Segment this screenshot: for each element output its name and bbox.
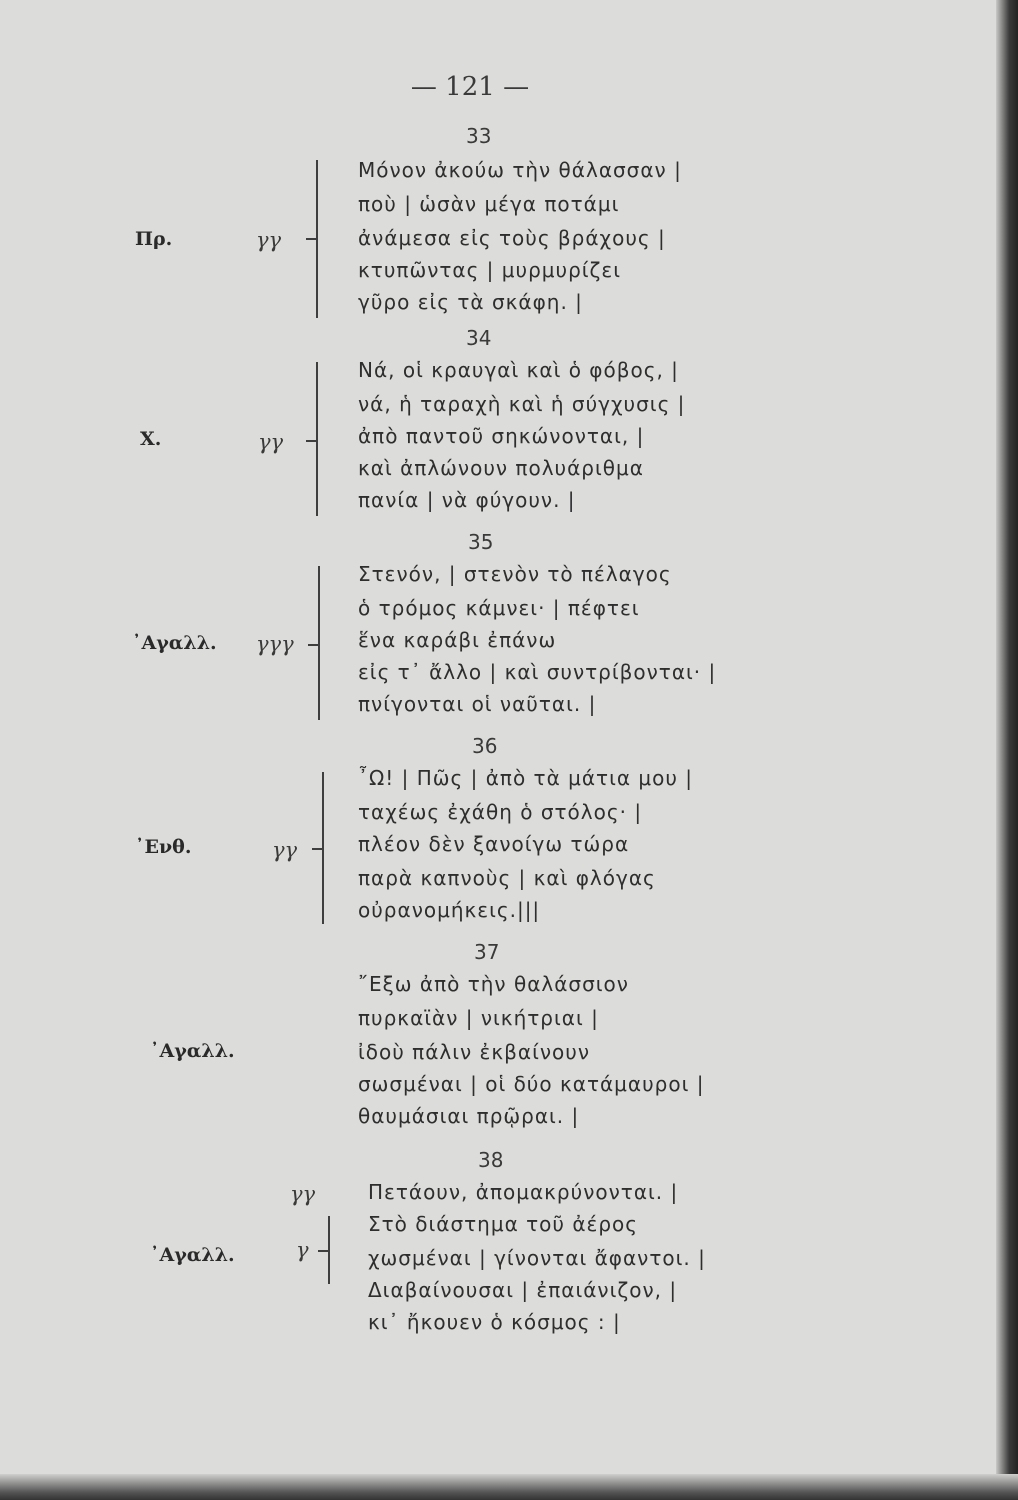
rhythm-mark: γγγ — [256, 632, 294, 656]
verse-line: οὐρανομήκεις.||| — [358, 898, 541, 922]
verse-line: ποὺ | ὡσὰν μέγα ποτάμι — [358, 192, 620, 216]
stanza-number: 35 — [468, 530, 494, 554]
stanza-number: 34 — [466, 326, 492, 350]
verse-line: Νά, οἱ κραυγαὶ καὶ ὁ φόβος, | — [358, 358, 679, 382]
stanza-brace — [318, 566, 320, 720]
page-edge-shadow — [996, 0, 1018, 1500]
speaker-label: ᾿Ενθ. — [135, 836, 192, 858]
brace-point — [312, 848, 322, 850]
speaker-label: Πρ. — [135, 228, 173, 250]
stanza-brace — [316, 160, 318, 318]
verse-line: ταχέως ἐχάθη ὁ στόλος· | — [358, 800, 643, 824]
rhythm-mark: γ — [296, 1238, 309, 1262]
verse-line: πλέον δὲν ξανοίγω τώρα — [358, 832, 630, 856]
verse-line: ἰδοὺ πάλιν ἐκβαίνουν — [358, 1040, 590, 1064]
speaker-label: Χ. — [140, 428, 162, 450]
verse-line: Πετάουν, ἀπομακρύνονται. | — [368, 1180, 679, 1204]
stanza-number: 37 — [474, 940, 500, 964]
verse-line: ῎Εξω ἀπὸ τὴν θαλάσσιον — [358, 972, 629, 996]
stanza-brace — [316, 362, 318, 516]
verse-line: γῦρο εἰς τὰ σκάφη. | — [358, 290, 583, 314]
rhythm-mark: γγ — [258, 430, 284, 454]
speaker-label: ᾿Αγαλλ. — [150, 1244, 235, 1266]
rhythm-mark: γγ — [290, 1182, 316, 1206]
brace-point — [308, 644, 318, 646]
verse-line: Στὸ διάστημα τοῦ ἀέρος — [368, 1212, 638, 1236]
verse-line: εἰς τ᾿ ἄλλο | καὶ συντρίβονται· | — [358, 660, 717, 684]
verse-line: κι᾿ ἤκουεν ὁ κόσμος : | — [368, 1310, 621, 1334]
brace-point — [306, 440, 316, 442]
verse-line: Διαβαίνουσαι | ἐπαιάνιζον, | — [368, 1278, 678, 1302]
verse-line: κτυπῶντας | μυρμυρίζει — [358, 258, 621, 282]
verse-line: πανία | νὰ φύγουν. | — [358, 488, 576, 512]
stanza-number: 38 — [478, 1148, 504, 1172]
verse-line: ὁ τρόμος κάμνει· | πέφτει — [358, 596, 640, 620]
verse-line: καὶ ἀπλώνουν πολυάριθμα — [358, 456, 644, 480]
rhythm-mark: γγ — [272, 838, 298, 862]
rhythm-mark: γγ — [256, 228, 282, 252]
verse-line: χωσμέναι | γίνονται ἄφαντοι. | — [368, 1246, 706, 1270]
speaker-label: ᾿Αγαλλ. — [132, 632, 217, 654]
verse-line: ἕνα καράβι ἐπάνω — [358, 628, 557, 652]
verse-line: Στενόν, | στενὸν τὸ πέλαγος — [358, 562, 672, 586]
speaker-label: ᾿Αγαλλ. — [150, 1040, 235, 1062]
verse-line: θαυμάσιαι πρῷραι. | — [358, 1104, 580, 1128]
brace-point — [306, 238, 316, 240]
page-bottom-shadow — [0, 1474, 1018, 1500]
verse-line: πνίγονται οἱ ναῦται. | — [358, 692, 597, 716]
verse-line: ἀπὸ παντοῦ σηκώνονται, | — [358, 424, 645, 448]
stanza-number: 36 — [472, 734, 498, 758]
verse-line: Μόνον ἀκούω τὴν θάλασσαν | — [358, 158, 682, 182]
verse-line: νά, ἡ ταραχὴ καὶ ἡ σύγχυσις | — [358, 392, 686, 416]
verse-line: ἀνάμεσα εἰς τοὺς βράχους | — [358, 226, 666, 250]
verse-line: σωσμέναι | οἱ δύο κατάμαυροι | — [358, 1072, 705, 1096]
page-number: — 121 — — [410, 72, 530, 102]
brace-point — [318, 1250, 328, 1252]
verse-line: ῏Ω! | Πῶς | ἀπὸ τὰ μάτια μου | — [358, 766, 694, 790]
stanza-brace — [328, 1216, 330, 1284]
verse-line: πυρκαϊὰν | νικήτριαι | — [358, 1006, 599, 1030]
stanza-number: 33 — [466, 124, 492, 148]
stanza-brace — [322, 772, 324, 924]
verse-line: παρὰ καπνοὺς | καὶ φλόγας — [358, 866, 656, 890]
